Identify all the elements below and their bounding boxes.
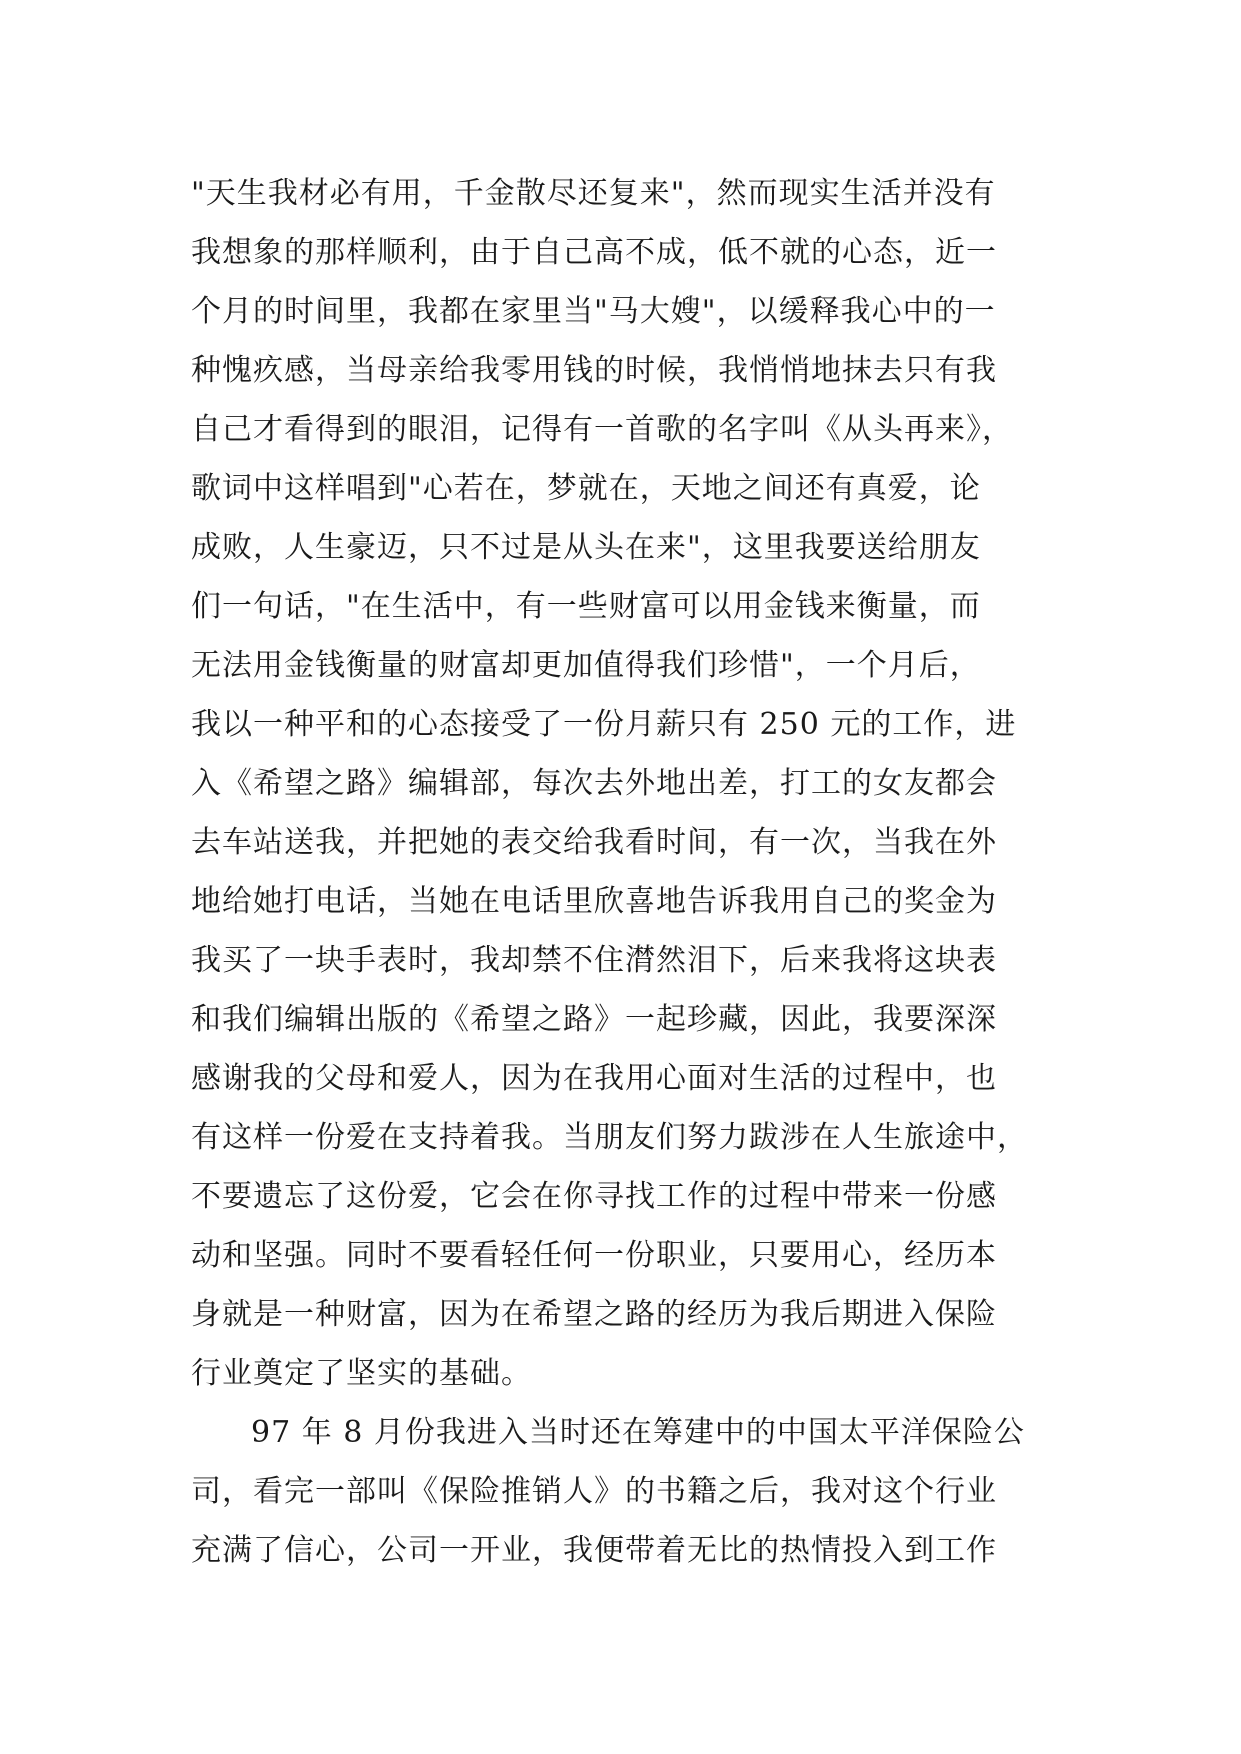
- text-line: 充满了信心，公司一开业，我便带着无比的热情投入到工作: [191, 1533, 997, 1568]
- text-line: 种愧疚感，当母亲给我零用钱的时候，我悄悄地抹去只有我: [191, 353, 997, 388]
- text-line: 有这样一份爱在支持着我。当朋友们努力跋涉在人生旅途中，: [191, 1120, 1028, 1155]
- text-line: 自己才看得到的眼泪，记得有一首歌的名字叫《从头再来》，: [191, 412, 1013, 447]
- text-line: 司，看完一部叫《保险推销人》的书籍之后，我对这个行业: [191, 1474, 997, 1509]
- text-line: 和我们编辑出版的《希望之路》一起珍藏，因此，我要深深: [191, 1002, 997, 1037]
- text-line: 们一句话，"在生活中，有一些财富可以用金钱来衡量，而: [191, 589, 981, 624]
- text-line: "天生我材必有用，千金散尽还复来"，然而现实生活并没有: [191, 176, 996, 211]
- text-line: 歌词中这样唱到"心若在，梦就在，天地之间还有真爱，论: [191, 471, 981, 506]
- text-line: 我想象的那样顺利，由于自己高不成，低不就的心态，近一: [191, 235, 997, 270]
- text-line: 地给她打电话，当她在电话里欣喜地告诉我用自己的奖金为: [191, 884, 997, 919]
- text-line: 入《希望之路》编辑部，每次去外地出差，打工的女友都会: [191, 766, 997, 801]
- text-line: 行业奠定了坚实的基础。: [191, 1356, 532, 1391]
- text-line: 感谢我的父母和爱人，因为在我用心面对生活的过程中，也: [191, 1061, 997, 1096]
- paragraph: [191, 164, 1051, 1403]
- text-line: 我买了一块手表时，我却禁不住潸然泪下，后来我将这块表: [191, 943, 997, 978]
- text-line: 97 年 8 月份我进入当时还在筹建中的中国太平洋保险公: [251, 1415, 1025, 1450]
- text-line: 动和坚强。同时不要看轻任何一份职业，只要用心，经历本: [191, 1238, 997, 1273]
- text-line: 身就是一种财富，因为在希望之路的经历为我后期进入保险: [191, 1297, 997, 1332]
- paragraph: [191, 1403, 1051, 1580]
- text-line: 去车站送我，并把她的表交给我看时间，有一次，当我在外: [191, 825, 997, 860]
- text-line: 成败，人生豪迈，只不过是从头在来"，这里我要送给朋友: [191, 530, 981, 565]
- text-line: 无法用金钱衡量的财富却更加值得我们珍惜"，一个月后，: [191, 648, 981, 683]
- text-line: 不要遗忘了这份爱，它会在你寻找工作的过程中带来一份感: [191, 1179, 997, 1214]
- text-line: 个月的时间里，我都在家里当"马大嫂"，以缓释我心中的一: [191, 294, 996, 329]
- text-line: 我以一种平和的心态接受了一份月薪只有 250 元的工作，进: [191, 707, 1017, 742]
- body-text: [191, 164, 1051, 1580]
